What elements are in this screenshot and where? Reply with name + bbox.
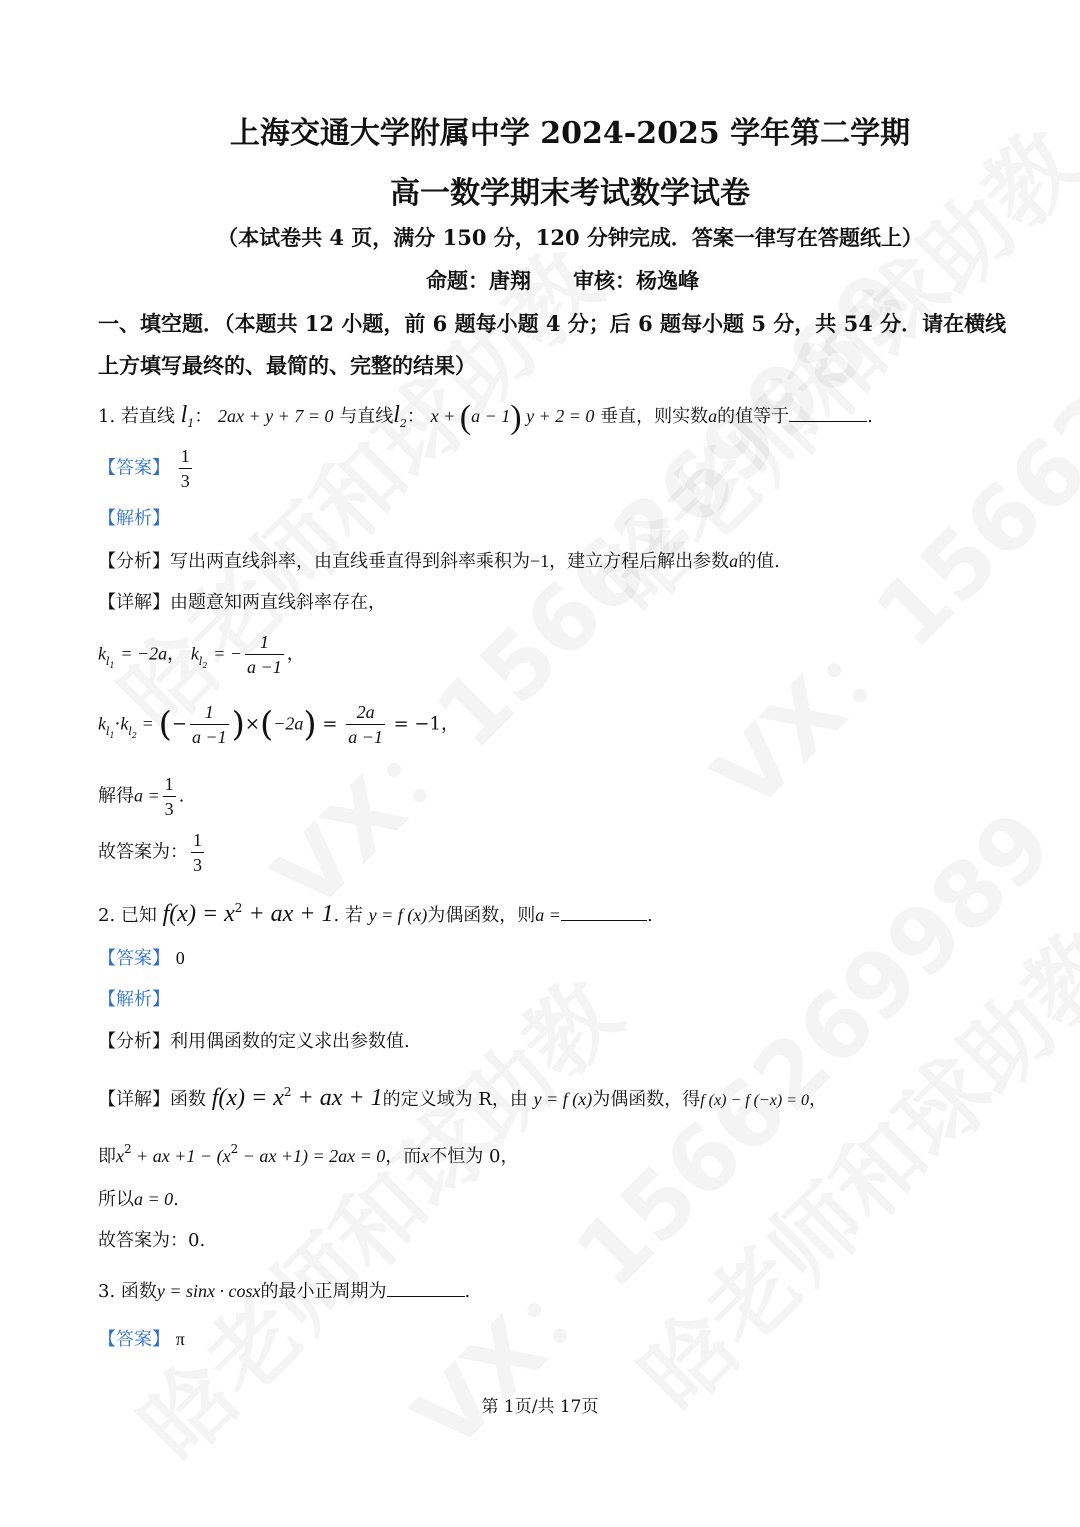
q3-answer-row: 【答案】 π [98,1329,185,1350]
answer-tag: 【答案】 [98,1329,170,1350]
q1-tail2: 的值等于 [717,406,790,427]
solution-tag: 【解析】 [98,508,170,529]
q1-solution-tag [98,506,170,532]
q1-tail: 垂直，则实数 [600,406,709,427]
equation-l1: 2ax + y + 7 = 0 [218,406,334,426]
page-footer: 第 1页/共 17页 [481,1397,599,1417]
q1-slopes: $k_{l_1} = -2a$， $k_{l_2}$ = − $\frac{1}{a -1}$ ， [98,632,305,677]
line-l2: l [393,402,400,428]
question-2: 2. 已知 $f(x) = x^2$ + ax + 1. 若 y = f (x)为偶函数，则a = . [98,901,653,927]
answer-blank [561,902,647,921]
answer-tag: 【答案】 [98,457,170,479]
q1-solve: 解得a = $\frac{1}{3}$ . [98,774,185,819]
q2-line2: 即$x^2$ + ax $+1 - (x^2$ − ax +1) = 2ax = 0，而x不恒为 0， [98,1142,519,1167]
q1-mid: 与直线 [339,406,394,427]
question-1 [98,398,873,437]
q2-solution-tag [98,987,170,1013]
q1-answer-row [98,444,195,493]
analysis-tag: 【分析】 [98,551,170,572]
answer-blank [387,1278,465,1297]
q1-product: $k_{l_1}\cdot k_{l_2}$ = (− $\frac{1}{a -1}$ )×(−2a) = $\frac{2a}{a -1}$ = −1， [98,702,459,747]
equation-l2: x + (a − 1) y + 2 = 0 [430,398,595,436]
solution-tag: 【解析】 [98,989,170,1010]
colon: ： [194,406,213,427]
line-l1: l [180,402,188,428]
section-heading: 一、填空题．（本题共 12 小题，前 6 题每小题 4 分；后 6 题每小题 5 分，共 54 分．请在横线 [98,311,1007,336]
q2-answer-row: 【答案】 0 [98,948,185,969]
period: . [867,406,873,427]
q2-line3: 所以a = 0. [98,1189,179,1210]
exam-note: （本试卷共 4 页，满分 150 分，120 分钟完成．答案一律写在答题纸上） [217,225,923,250]
exam-title: 上海交通大学附属中学 2024-2025 学年第二学期 [229,116,911,151]
q1-detail: 【详解】由题意知两直线斜率存在， [98,592,386,613]
exam-subtitle: 高一数学期末考试数学试卷 [390,176,750,211]
answer-blank [789,403,867,422]
var-a: a [708,406,718,426]
answer-fraction: $\frac{1}{3}$ [180,446,190,491]
colon: ： [406,406,425,427]
answer-tag: 【答案】 [98,948,170,969]
detail-tag: 【详解】 [98,1089,170,1110]
q1-prefix: 1. 若直线 [98,406,175,427]
q1-analysis: 【分析】写出两直线斜率，由直线垂直得到斜率乘积为−1，建立方程后解出参数a的值. [98,551,780,572]
l2-sub: 2 [399,417,407,430]
q2-analysis: 【分析】利用偶函数的定义求出参数值. [98,1031,410,1052]
q2-final: 故答案为：0. [98,1230,206,1251]
question-3: 3. 函数y = sinx · cosx的最小正周期为 . [98,1278,470,1305]
q2-detail: 【详解】函数 $f(x) = x^2$ + ax + 1的定义域为 R，由 y = f (x)为偶函数，得f (x) − f (−x) = 0， [98,1085,828,1111]
exam-authors: 命题：唐翔 审核：杨逸峰 [426,268,699,293]
detail-tag: 【详解】 [98,592,170,613]
analysis-tag: 【分析】 [98,1031,170,1052]
l1-sub: 1 [187,417,195,430]
q1-final: 故答案为： $\frac{1}{3}$ [98,830,202,875]
section-heading-cont: 上方填写最终的、最简的、完整的结果） [98,353,476,378]
